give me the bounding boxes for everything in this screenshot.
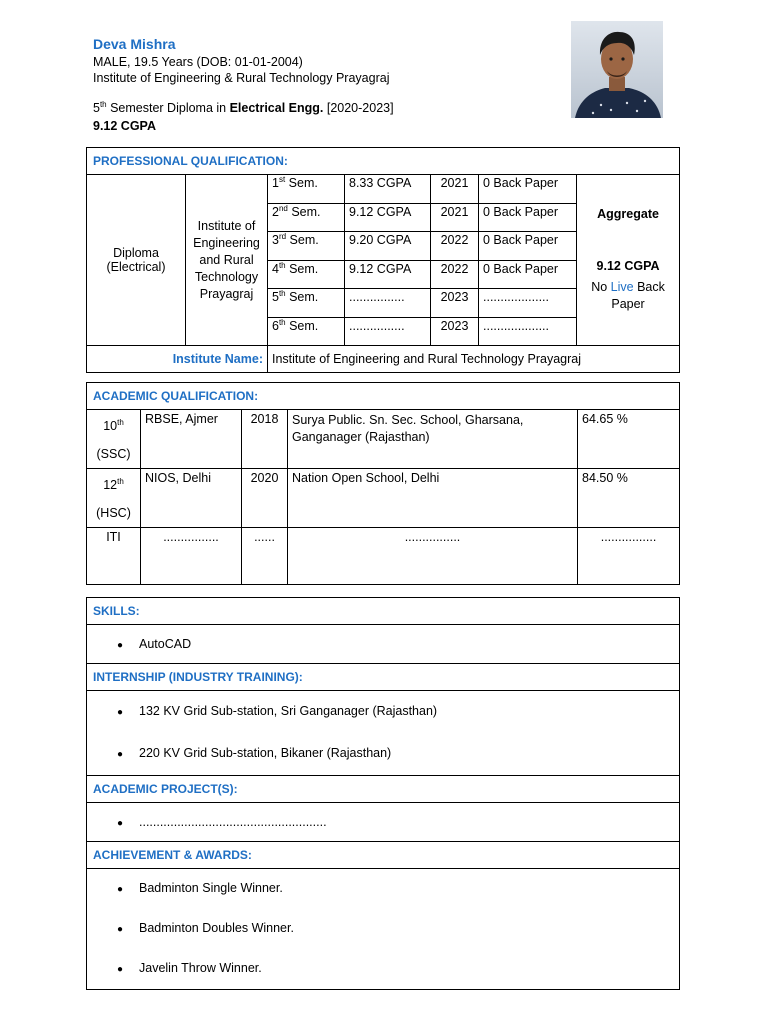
- candidate-name: Deva Mishra: [93, 36, 176, 52]
- semester-year: 2023: [431, 289, 479, 318]
- school-cell: Surya Public. Sn. Sec. School, Gharsana, Ganganager (Rajasthan): [288, 410, 578, 469]
- institute-line: Institute of Engineering & Rural Technology Prayagraj: [93, 71, 390, 85]
- class-cell: 12th (HSC): [87, 469, 141, 528]
- semester-back-paper: 0 Back Paper: [479, 175, 577, 204]
- years: [2020-2023]: [323, 101, 394, 115]
- bullet-icon: ●: [117, 884, 124, 895]
- header-cgpa: 9.12 CGPA: [93, 119, 156, 133]
- list-item: ● Badminton Doubles Winner.: [117, 909, 675, 949]
- class-cell: ITI: [87, 528, 141, 585]
- score-cell: 84.50 %: [578, 469, 680, 528]
- year-cell: ......: [242, 528, 288, 585]
- aggregate-value: 9.12 CGPA: [596, 259, 660, 273]
- branch: Electrical Engg.: [229, 101, 324, 115]
- internship-heading: INTERNSHIP (INDUSTRY TRAINING):: [87, 664, 680, 691]
- semester-cgpa: 9.12 CGPA: [345, 260, 431, 289]
- semester-label: 4th Sem.: [268, 260, 345, 289]
- year-cell: 2020: [242, 469, 288, 528]
- semester-cgpa: ................: [345, 289, 431, 318]
- semester-number: 5: [93, 101, 100, 115]
- semester-back-paper: ...................: [479, 289, 577, 318]
- bullet-icon: ●: [117, 818, 124, 829]
- professional-qualification-table: [86, 147, 680, 373]
- live-back-paper: No Live Back Paper: [591, 280, 665, 311]
- section-heading: ACADEMIC QUALIFICATION:: [87, 383, 680, 410]
- institute-name-label: Institute Name:: [87, 346, 268, 373]
- year-cell: 2018: [242, 410, 288, 469]
- personal-details: MALE, 19.5 Years (DOB: 01-01-2004): [93, 55, 303, 69]
- list-item: ● Javelin Throw Winner.: [117, 949, 675, 989]
- semester-text: Semester Diploma in: [106, 101, 230, 115]
- semester-label: 5th Sem.: [268, 289, 345, 318]
- aggregate-cell: [577, 175, 680, 346]
- course-cell: Diploma (Electrical): [87, 175, 186, 346]
- semester-year: 2021: [431, 175, 479, 204]
- institute-name-value: Institute of Engineering and Rural Technology Prayagraj: [268, 346, 680, 373]
- list-item: ● 220 KV Grid Sub-station, Bikaner (Rajasthan): [117, 733, 675, 775]
- awards-heading: ACHIEVEMENT & AWARDS:: [87, 842, 680, 869]
- board-cell: RBSE, Ajmer: [141, 410, 242, 469]
- list-item: ● ......................................................: [87, 803, 680, 842]
- list-item: ● 132 KV Grid Sub-station, Sri Ganganager (Rajasthan): [117, 691, 675, 733]
- score-cell: 64.65 %: [578, 410, 680, 469]
- academic-qualification-table: [86, 382, 680, 585]
- bullet-icon: ●: [117, 707, 124, 718]
- projects-heading: ACADEMIC PROJECT(S):: [87, 776, 680, 803]
- semester-back-paper: 0 Back Paper: [479, 260, 577, 289]
- semester-line: [93, 101, 394, 115]
- skills-and-achievements-table: [86, 597, 680, 990]
- skills-heading: SKILLS:: [87, 598, 680, 625]
- semester-label: 1st Sem.: [268, 175, 345, 204]
- semester-cgpa: ................: [345, 317, 431, 346]
- list-item: ● AutoCAD: [87, 625, 680, 664]
- semester-year: 2021: [431, 203, 479, 232]
- bullet-icon: ●: [117, 964, 124, 975]
- bullet-icon: ●: [117, 749, 124, 760]
- bullet-icon: ●: [117, 924, 124, 935]
- semester-suffix: th: [99, 99, 107, 109]
- semester-cgpa: 8.33 CGPA: [345, 175, 431, 204]
- semester-label: 2nd Sem.: [268, 203, 345, 232]
- institute-cell: Institute of Engineering and Rural Technology Prayagraj: [186, 175, 268, 346]
- semester-label: 6th Sem.: [268, 317, 345, 346]
- score-cell: ................: [578, 528, 680, 585]
- board-cell: ................: [141, 528, 242, 585]
- semester-back-paper: ...................: [479, 317, 577, 346]
- school-cell: ................: [288, 528, 578, 585]
- semester-back-paper: 0 Back Paper: [479, 232, 577, 261]
- semester-cgpa: 9.20 CGPA: [345, 232, 431, 261]
- school-cell: Nation Open School, Delhi: [288, 469, 578, 528]
- list-item: ● Badminton Single Winner.: [117, 869, 675, 909]
- class-cell: 10th (SSC): [87, 410, 141, 469]
- aggregate-label: Aggregate: [597, 207, 659, 221]
- semester-back-paper: 0 Back Paper: [479, 203, 577, 232]
- semester-label: 3rd Sem.: [268, 232, 345, 261]
- board-cell: NIOS, Delhi: [141, 469, 242, 528]
- semester-cgpa: 9.12 CGPA: [345, 203, 431, 232]
- semester-year: 2022: [431, 232, 479, 261]
- awards-list: [87, 869, 680, 990]
- semester-year: 2023: [431, 317, 479, 346]
- section-heading: PROFESSIONAL QUALIFICATION:: [87, 148, 680, 175]
- internship-list: [87, 691, 680, 776]
- profile-photo: [571, 21, 663, 118]
- bullet-icon: ●: [117, 640, 124, 651]
- semester-year: 2022: [431, 260, 479, 289]
